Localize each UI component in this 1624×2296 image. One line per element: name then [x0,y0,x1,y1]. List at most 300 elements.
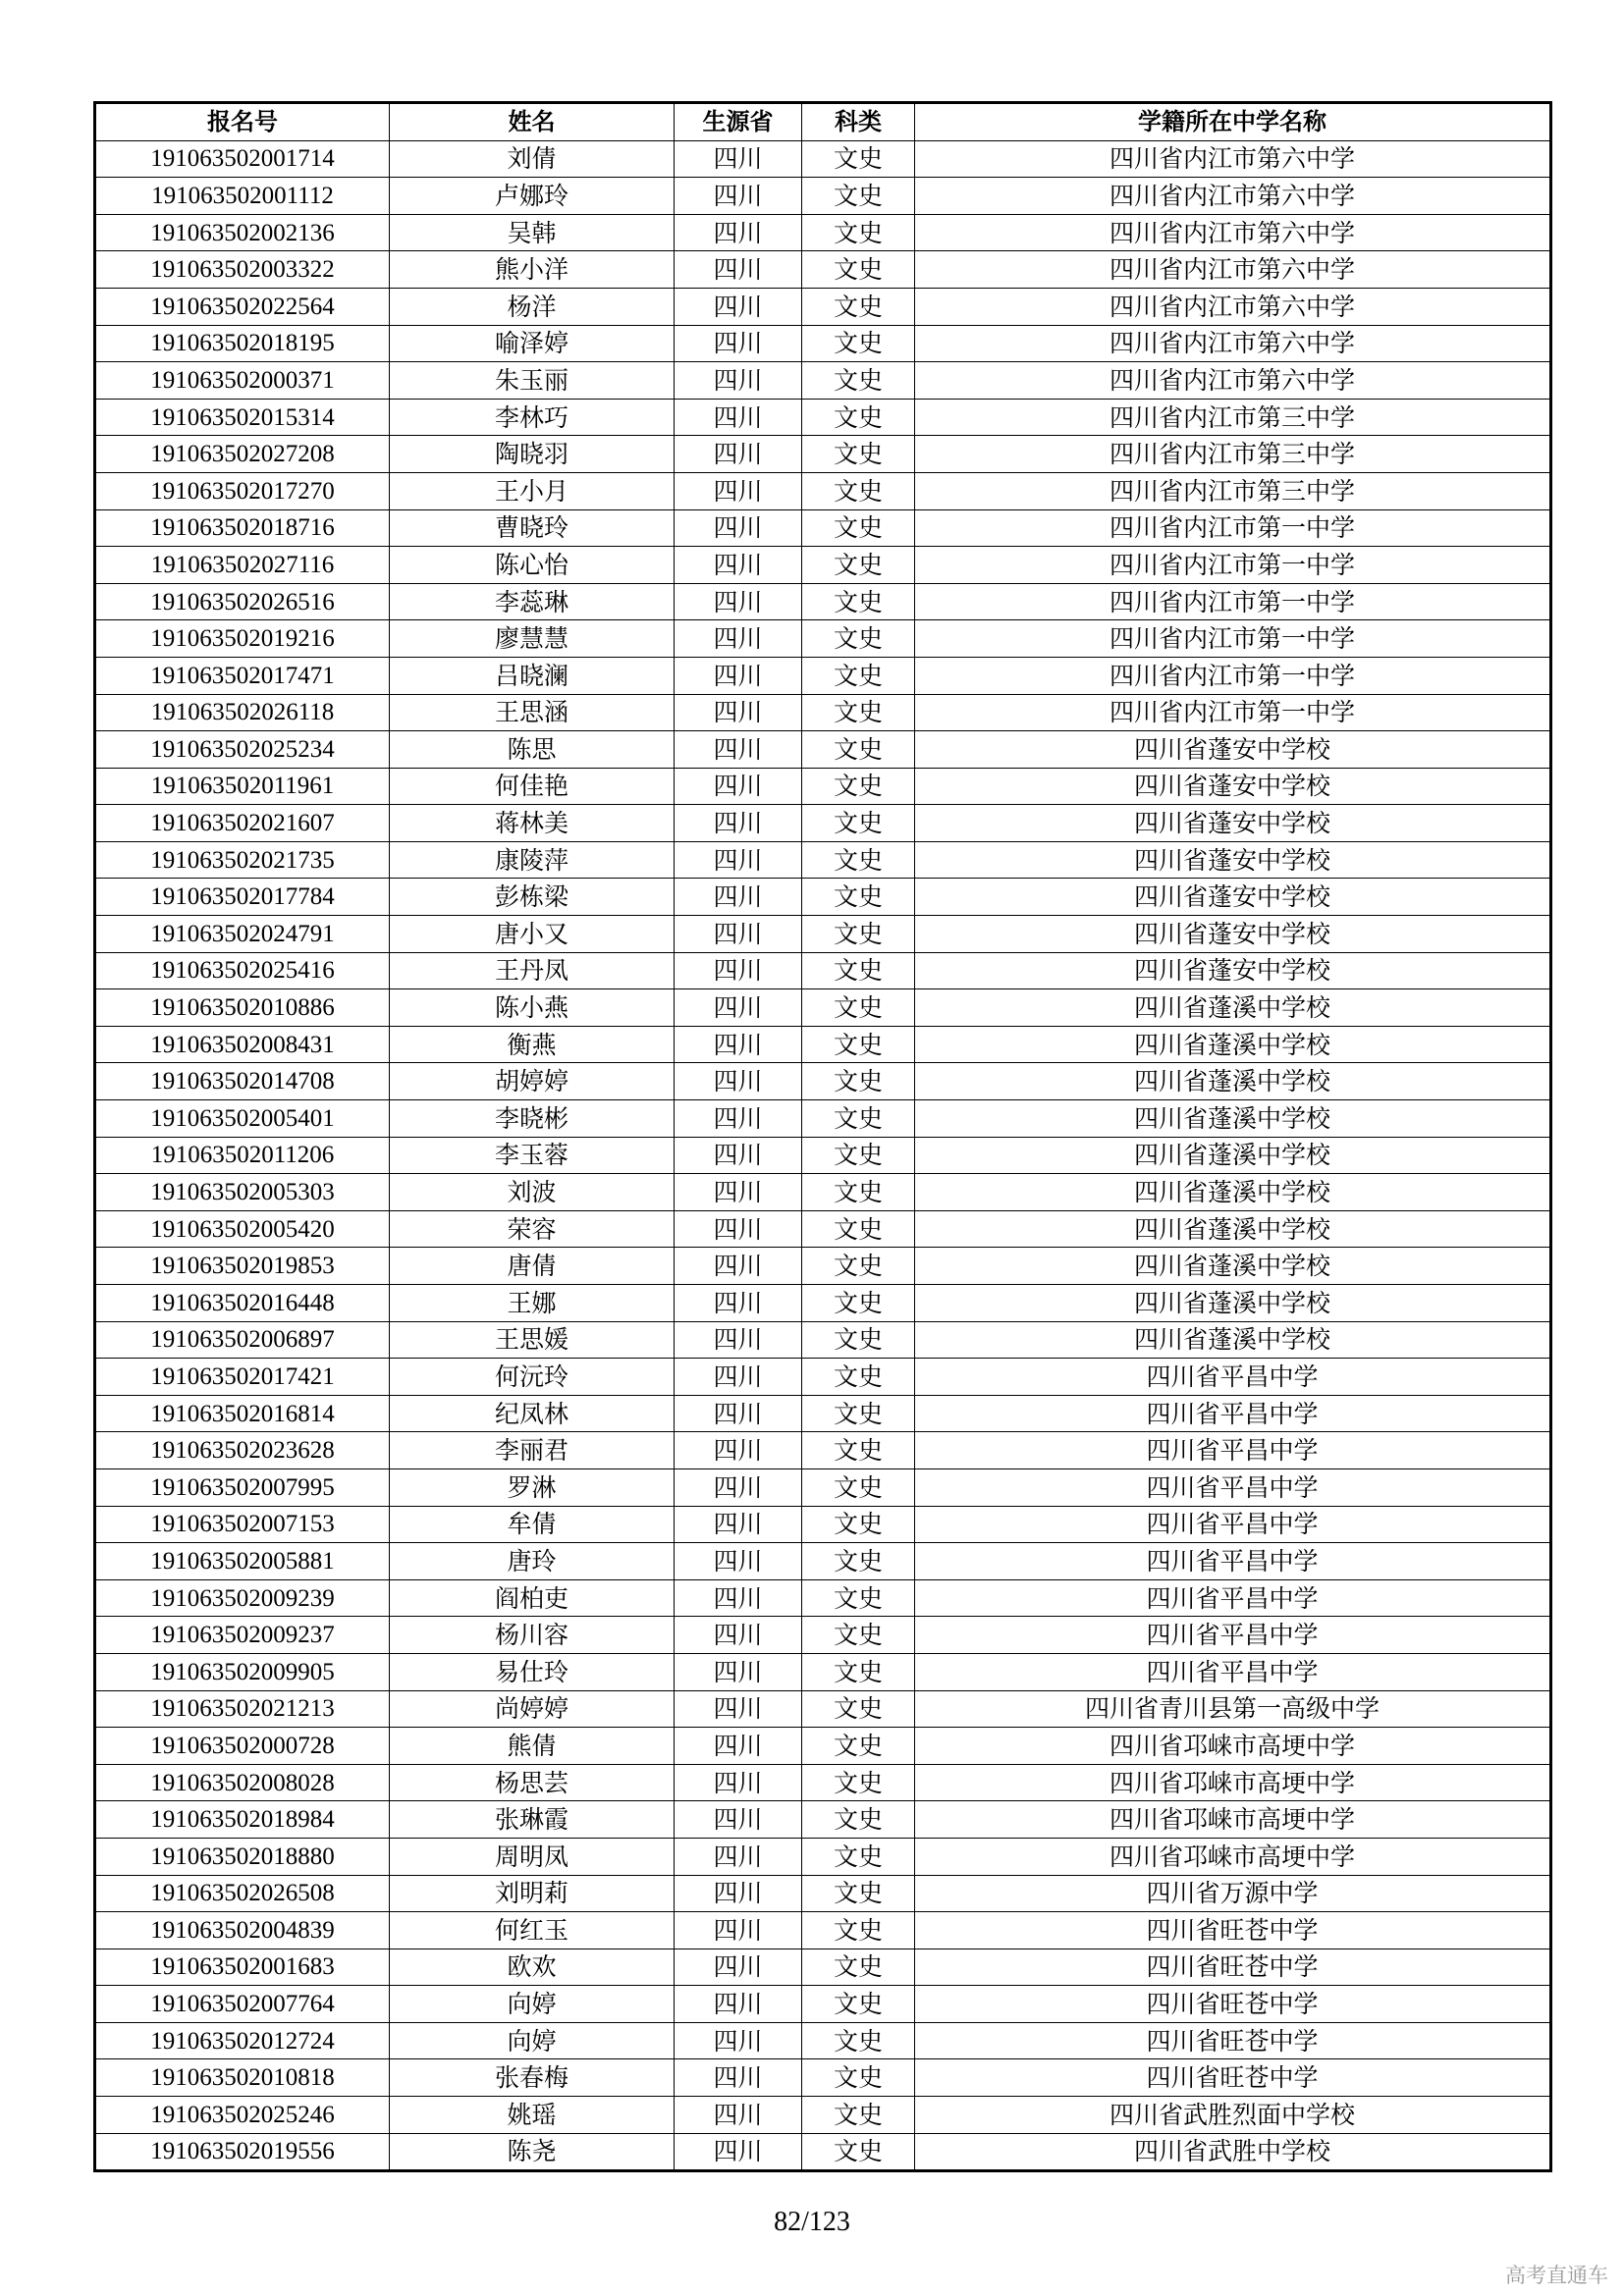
table-row [95,1986,1551,2023]
cell-exam-id: 191063502016448 [95,1285,390,1322]
table-row [95,288,1551,325]
cell-category: 文史 [802,399,915,436]
cell-province: 四川 [675,251,802,289]
cell-category: 文史 [802,1137,915,1174]
page-number: 82/123 [774,2207,850,2237]
cell-exam-id: 191063502018880 [95,1838,390,1875]
table-row [95,2059,1551,2097]
cell-name: 欧欢 [390,1949,675,1986]
cell-school: 四川省蓬溪中学校 [915,1248,1551,1285]
cell-province: 四川 [675,547,802,584]
cell-school: 四川省蓬溪中学校 [915,1026,1551,1063]
cell-exam-id: 191063502017471 [95,657,390,694]
cell-exam-id: 191063502027116 [95,547,390,584]
cell-school: 四川省旺苍中学 [915,1912,1551,1949]
table-row [95,325,1551,362]
table-row [95,547,1551,584]
cell-category: 文史 [802,288,915,325]
cell-name: 熊倩 [390,1728,675,1765]
table-row [95,1543,1551,1580]
cell-category: 文史 [802,509,915,547]
cell-province: 四川 [675,1468,802,1506]
cell-category: 文史 [802,916,915,953]
cell-school: 四川省内江市第三中学 [915,472,1551,509]
cell-province: 四川 [675,1579,802,1617]
cell-name: 向婷 [390,2022,675,2059]
table-row [95,140,1551,178]
cell-school: 四川省内江市第三中学 [915,399,1551,436]
cell-category: 文史 [802,1579,915,1617]
cell-name: 张琳霞 [390,1801,675,1839]
cell-category: 文史 [802,657,915,694]
cell-category: 文史 [802,1026,915,1063]
cell-category: 文史 [802,620,915,658]
cell-exam-id: 191063502011206 [95,1137,390,1174]
table-row [95,1875,1551,1912]
cell-province: 四川 [675,1875,802,1912]
cell-exam-id: 191063502000728 [95,1728,390,1765]
table-row [95,989,1551,1027]
cell-name: 杨洋 [390,288,675,325]
cell-name: 陈小燕 [390,989,675,1027]
cell-category: 文史 [802,731,915,769]
cell-province: 四川 [675,694,802,731]
cell-province: 四川 [675,1912,802,1949]
cell-exam-id: 191063502026516 [95,583,390,620]
cell-name: 蒋林美 [390,805,675,842]
cell-exam-id: 191063502023628 [95,1432,390,1469]
table-row [95,1137,1551,1174]
cell-exam-id: 191063502000371 [95,362,390,400]
cell-school: 四川省平昌中学 [915,1617,1551,1654]
cell-name: 刘明莉 [390,1875,675,1912]
cell-school: 四川省蓬安中学校 [915,916,1551,953]
cell-name: 陈尧 [390,2133,675,2171]
cell-province: 四川 [675,879,802,916]
cell-school: 四川省旺苍中学 [915,2059,1551,2097]
cell-school: 四川省内江市第一中学 [915,657,1551,694]
cell-exam-id: 191063502008028 [95,1764,390,1801]
cell-exam-id: 191063502022564 [95,288,390,325]
cell-province: 四川 [675,178,802,215]
cell-province: 四川 [675,1432,802,1469]
cell-category: 文史 [802,2097,915,2134]
cell-name: 何沅玲 [390,1359,675,1396]
cell-category: 文史 [802,1690,915,1728]
cell-name: 向婷 [390,1986,675,2023]
cell-name: 李蕊琳 [390,583,675,620]
cell-province: 四川 [675,1285,802,1322]
cell-category: 文史 [802,1100,915,1138]
cell-category: 文史 [802,1506,915,1543]
cell-category: 文史 [802,140,915,178]
table-row [95,1764,1551,1801]
cell-name: 康陵萍 [390,841,675,879]
table-header-row [95,103,1551,141]
cell-name: 李林巧 [390,399,675,436]
cell-exam-id: 191063502025246 [95,2097,390,2134]
cell-province: 四川 [675,1801,802,1839]
cell-exam-id: 191063502001714 [95,140,390,178]
cell-exam-id: 191063502016814 [95,1395,390,1432]
cell-exam-id: 191063502017421 [95,1359,390,1396]
cell-province: 四川 [675,472,802,509]
table-row [95,472,1551,509]
cell-name: 王小月 [390,472,675,509]
cell-exam-id: 191063502024791 [95,916,390,953]
cell-category: 文史 [802,1174,915,1211]
cell-school: 四川省平昌中学 [915,1395,1551,1432]
cell-category: 文史 [802,251,915,289]
cell-exam-id: 191063502021607 [95,805,390,842]
cell-exam-id: 191063502018195 [95,325,390,362]
cell-school: 四川省平昌中学 [915,1359,1551,1396]
table-row [95,879,1551,916]
cell-name: 吕晓澜 [390,657,675,694]
cell-school: 四川省武胜烈面中学校 [915,2097,1551,2134]
cell-name: 易仕玲 [390,1653,675,1690]
cell-province: 四川 [675,1063,802,1100]
cell-province: 四川 [675,1728,802,1765]
cell-exam-id: 191063502007153 [95,1506,390,1543]
table-row [95,1801,1551,1839]
cell-province: 四川 [675,214,802,251]
cell-name: 杨川容 [390,1617,675,1654]
table-row [95,1728,1551,1765]
cell-category: 文史 [802,1543,915,1580]
cell-category: 文史 [802,1321,915,1359]
cell-exam-id: 191063502019853 [95,1248,390,1285]
cell-exam-id: 191063502001112 [95,178,390,215]
cell-exam-id: 191063502006897 [95,1321,390,1359]
cell-school: 四川省内江市第一中学 [915,509,1551,547]
cell-category: 文史 [802,472,915,509]
cell-exam-id: 191063502003322 [95,251,390,289]
cell-category: 文史 [802,178,915,215]
table-row [95,768,1551,805]
table-row [95,1063,1551,1100]
cell-province: 四川 [675,1506,802,1543]
watermark: 高考直通车 [1505,2264,1608,2287]
cell-exam-id: 191063502017270 [95,472,390,509]
table-row [95,657,1551,694]
cell-exam-id: 191063502002136 [95,214,390,251]
table-row [95,214,1551,251]
table-row [95,620,1551,658]
cell-province: 四川 [675,620,802,658]
cell-exam-id: 191063502007995 [95,1468,390,1506]
cell-exam-id: 191063502001683 [95,1949,390,1986]
cell-province: 四川 [675,2133,802,2171]
table-row [95,583,1551,620]
cell-exam-id: 191063502018716 [95,509,390,547]
cell-school: 四川省内江市第六中学 [915,214,1551,251]
cell-category: 文史 [802,2022,915,2059]
cell-school: 四川省平昌中学 [915,1468,1551,1506]
table-row [95,916,1551,953]
cell-school: 四川省内江市第一中学 [915,620,1551,658]
cell-province: 四川 [675,805,802,842]
admission-table [93,101,1552,2172]
cell-exam-id: 191063502008431 [95,1026,390,1063]
cell-province: 四川 [675,2097,802,2134]
cell-exam-id: 191063502019556 [95,2133,390,2171]
cell-province: 四川 [675,1174,802,1211]
cell-category: 文史 [802,2133,915,2171]
cell-school: 四川省蓬溪中学校 [915,1174,1551,1211]
cell-province: 四川 [675,1653,802,1690]
cell-name: 李玉蓉 [390,1137,675,1174]
table-row [95,952,1551,989]
cell-category: 文史 [802,1764,915,1801]
cell-exam-id: 191063502012724 [95,2022,390,2059]
cell-province: 四川 [675,1395,802,1432]
cell-exam-id: 191063502009239 [95,1579,390,1617]
cell-school: 四川省蓬溪中学校 [915,1210,1551,1248]
cell-province: 四川 [675,436,802,473]
cell-province: 四川 [675,768,802,805]
table-row [95,1579,1551,1617]
cell-school: 四川省蓬溪中学校 [915,1100,1551,1138]
cell-category: 文史 [802,1248,915,1285]
cell-category: 文史 [802,1653,915,1690]
cell-school: 四川省平昌中学 [915,1506,1551,1543]
table-row [95,436,1551,473]
cell-category: 文史 [802,1875,915,1912]
table-row [95,2133,1551,2171]
cell-province: 四川 [675,325,802,362]
cell-school: 四川省旺苍中学 [915,1986,1551,2023]
cell-school: 四川省内江市第三中学 [915,436,1551,473]
cell-exam-id: 191063502026508 [95,1875,390,1912]
cell-exam-id: 191063502021735 [95,841,390,879]
cell-name: 罗淋 [390,1468,675,1506]
cell-province: 四川 [675,1690,802,1728]
cell-school: 四川省万源中学 [915,1875,1551,1912]
cell-exam-id: 191063502005420 [95,1210,390,1248]
cell-exam-id: 191063502004839 [95,1912,390,1949]
cell-name: 唐玲 [390,1543,675,1580]
cell-province: 四川 [675,1100,802,1138]
cell-category: 文史 [802,1395,915,1432]
cell-category: 文史 [802,1617,915,1654]
table-body [95,140,1551,2171]
cell-name: 王娜 [390,1285,675,1322]
cell-name: 唐倩 [390,1248,675,1285]
cell-name: 廖慧慧 [390,620,675,658]
cell-province: 四川 [675,1359,802,1396]
cell-category: 文史 [802,768,915,805]
table-row [95,1395,1551,1432]
table-row [95,1432,1551,1469]
cell-category: 文史 [802,989,915,1027]
cell-province: 四川 [675,1248,802,1285]
cell-name: 朱玉丽 [390,362,675,400]
cell-school: 四川省内江市第六中学 [915,140,1551,178]
header-name: 姓名 [390,103,675,141]
cell-name: 李晓彬 [390,1100,675,1138]
cell-province: 四川 [675,989,802,1027]
cell-name: 衡燕 [390,1026,675,1063]
cell-school: 四川省平昌中学 [915,1432,1551,1469]
cell-category: 文史 [802,214,915,251]
table-row [95,1359,1551,1396]
cell-category: 文史 [802,436,915,473]
cell-name: 李丽君 [390,1432,675,1469]
table-row [95,1949,1551,1986]
cell-exam-id: 191063502025234 [95,731,390,769]
cell-category: 文史 [802,1912,915,1949]
cell-category: 文史 [802,2059,915,2097]
cell-school: 四川省内江市第一中学 [915,547,1551,584]
cell-province: 四川 [675,731,802,769]
table-row [95,841,1551,879]
cell-name: 张春梅 [390,2059,675,2097]
cell-exam-id: 191063502009237 [95,1617,390,1654]
cell-category: 文史 [802,1359,915,1396]
cell-name: 荣容 [390,1210,675,1248]
cell-category: 文史 [802,952,915,989]
cell-name: 吴韩 [390,214,675,251]
table-row [95,1026,1551,1063]
table-row [95,399,1551,436]
cell-name: 刘波 [390,1174,675,1211]
cell-name: 熊小洋 [390,251,675,289]
cell-exam-id: 191063502021213 [95,1690,390,1728]
cell-school: 四川省内江市第六中学 [915,178,1551,215]
table-row [95,1617,1551,1654]
cell-province: 四川 [675,1949,802,1986]
cell-exam-id: 191063502015314 [95,399,390,436]
cell-province: 四川 [675,1764,802,1801]
table-row [95,1210,1551,1248]
cell-school: 四川省蓬安中学校 [915,731,1551,769]
cell-exam-id: 191063502027208 [95,436,390,473]
cell-school: 四川省平昌中学 [915,1543,1551,1580]
cell-category: 文史 [802,1468,915,1506]
cell-category: 文史 [802,1432,915,1469]
cell-name: 阎柏吏 [390,1579,675,1617]
cell-name: 卢娜玲 [390,178,675,215]
cell-name: 陶晓羽 [390,436,675,473]
cell-name: 纪凤林 [390,1395,675,1432]
cell-name: 何红玉 [390,1912,675,1949]
cell-category: 文史 [802,362,915,400]
table-row [95,1468,1551,1506]
cell-category: 文史 [802,1838,915,1875]
cell-name: 喻泽婷 [390,325,675,362]
table-row [95,2022,1551,2059]
cell-name: 杨思芸 [390,1764,675,1801]
cell-school: 四川省邛崃市高埂中学 [915,1764,1551,1801]
table-row [95,509,1551,547]
cell-exam-id: 191063502010818 [95,2059,390,2097]
table-row [95,178,1551,215]
cell-exam-id: 191063502019216 [95,620,390,658]
cell-name: 周明凤 [390,1838,675,1875]
cell-name: 牟倩 [390,1506,675,1543]
cell-exam-id: 191063502005881 [95,1543,390,1580]
cell-province: 四川 [675,288,802,325]
cell-province: 四川 [675,362,802,400]
cell-name: 刘倩 [390,140,675,178]
cell-category: 文史 [802,879,915,916]
cell-province: 四川 [675,140,802,178]
cell-category: 文史 [802,1949,915,1986]
cell-category: 文史 [802,583,915,620]
cell-province: 四川 [675,1838,802,1875]
cell-exam-id: 191063502005401 [95,1100,390,1138]
cell-school: 四川省蓬溪中学校 [915,1321,1551,1359]
header-exam-id: 报名号 [95,103,390,141]
cell-exam-id: 191063502005303 [95,1174,390,1211]
cell-province: 四川 [675,1026,802,1063]
cell-school: 四川省蓬安中学校 [915,952,1551,989]
cell-school: 四川省内江市第六中学 [915,251,1551,289]
cell-school: 四川省蓬安中学校 [915,879,1551,916]
header-school: 学籍所在中学名称 [915,103,1551,141]
cell-category: 文史 [802,694,915,731]
cell-school: 四川省平昌中学 [915,1653,1551,1690]
cell-province: 四川 [675,916,802,953]
table-row [95,805,1551,842]
cell-school: 四川省蓬溪中学校 [915,1063,1551,1100]
table-row [95,1174,1551,1211]
cell-category: 文史 [802,1063,915,1100]
table-row [95,1653,1551,1690]
cell-school: 四川省内江市第六中学 [915,288,1551,325]
table-row [95,251,1551,289]
cell-province: 四川 [675,1543,802,1580]
cell-province: 四川 [675,2022,802,2059]
cell-province: 四川 [675,1321,802,1359]
cell-province: 四川 [675,1210,802,1248]
cell-school: 四川省武胜中学校 [915,2133,1551,2171]
cell-exam-id: 191063502009905 [95,1653,390,1690]
cell-name: 陈心怡 [390,547,675,584]
cell-exam-id: 191063502011961 [95,768,390,805]
cell-category: 文史 [802,841,915,879]
table-row [95,362,1551,400]
table-row [95,731,1551,769]
header-province: 生源省 [675,103,802,141]
cell-category: 文史 [802,805,915,842]
table-row [95,1321,1551,1359]
cell-school: 四川省旺苍中学 [915,1949,1551,1986]
table-row [95,1248,1551,1285]
cell-category: 文史 [802,1285,915,1322]
cell-school: 四川省蓬溪中学校 [915,1137,1551,1174]
cell-exam-id: 191063502007764 [95,1986,390,2023]
cell-name: 曹晓玲 [390,509,675,547]
cell-name: 胡婷婷 [390,1063,675,1100]
cell-school: 四川省平昌中学 [915,1579,1551,1617]
cell-exam-id: 191063502014708 [95,1063,390,1100]
cell-exam-id: 191063502010886 [95,989,390,1027]
cell-school: 四川省内江市第一中学 [915,694,1551,731]
cell-province: 四川 [675,952,802,989]
cell-province: 四川 [675,1617,802,1654]
cell-category: 文史 [802,325,915,362]
cell-name: 姚瑶 [390,2097,675,2134]
cell-school: 四川省蓬安中学校 [915,841,1551,879]
cell-province: 四川 [675,2059,802,2097]
cell-school: 四川省邛崃市高埂中学 [915,1838,1551,1875]
cell-category: 文史 [802,1210,915,1248]
cell-category: 文史 [802,547,915,584]
cell-exam-id: 191063502017784 [95,879,390,916]
header-category: 科类 [802,103,915,141]
